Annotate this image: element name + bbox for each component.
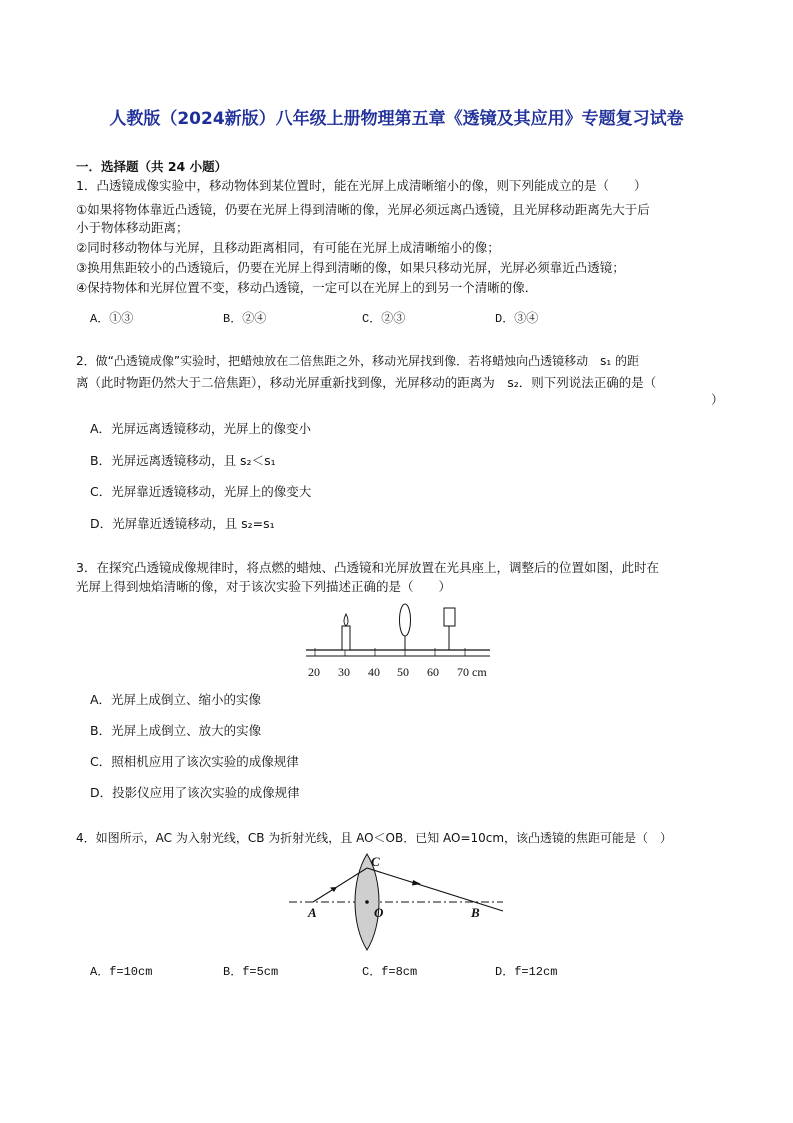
ruler-label-70: 70 bbox=[457, 665, 469, 679]
q2-stem-line1: 2．做“凸透镜成像”实验时，把蜡烛放在二倍焦距之外，移动光屏找到像．若将蜡烛向凸透镜移动 s₁ 的距 bbox=[76, 354, 639, 368]
q1-statement-4: ④保持物体和光屏位置不变，移动凸透镜，一定可以在光屏上的到另一个清晰的像． bbox=[76, 280, 538, 295]
q2-option-b[interactable]: B．光屏远离透镜移动，且 s₂＜s₁ bbox=[90, 453, 276, 468]
q1-statement-1a: ①如果将物体靠近凸透镜，仍要在光屏上得到清晰的像，光屏必须远离凸透镜，且光屏移动距离先大于后 bbox=[76, 202, 650, 217]
label-o: O bbox=[374, 905, 384, 920]
refracted-ray bbox=[367, 868, 503, 911]
ruler-label-60: 60 bbox=[427, 665, 439, 679]
q1-option-b[interactable]: B．②④ bbox=[223, 312, 267, 326]
ruler-unit: cm bbox=[472, 665, 487, 679]
section-heading: 一．选择题（共 24 小题） bbox=[76, 159, 228, 174]
ruler-label-40: 40 bbox=[368, 665, 380, 679]
candle-body bbox=[342, 626, 350, 650]
label-b: B bbox=[471, 905, 480, 920]
label-c: C bbox=[371, 854, 380, 869]
q1-option-d[interactable]: D．③④ bbox=[495, 312, 539, 326]
refraction-figure bbox=[285, 850, 510, 952]
q2-stem-line3: ） bbox=[711, 392, 724, 407]
q3-option-a[interactable]: A．光屏上成倒立、缩小的实像 bbox=[90, 692, 262, 707]
optical-bench-figure bbox=[300, 600, 500, 682]
ruler-label-30: 30 bbox=[338, 665, 350, 679]
ruler-label-20: 20 bbox=[308, 665, 320, 679]
q3-option-b[interactable]: B．光屏上成倒立、放大的实像 bbox=[90, 723, 262, 738]
light-screen bbox=[444, 608, 455, 626]
q4-option-a[interactable]: A．f=10cm bbox=[90, 965, 153, 979]
q4-option-d[interactable]: D．f=12cm bbox=[495, 965, 558, 979]
q1-statement-1b: 小于物体移动距离； bbox=[76, 220, 189, 235]
convex-lens bbox=[400, 604, 411, 636]
q1-statement-2: ②同时移动物体与光屏，且移动距离相同，有可能在光屏上成清晰缩小的像； bbox=[76, 240, 500, 255]
candle-flame bbox=[344, 614, 348, 626]
q1-option-c[interactable]: C．②③ bbox=[362, 312, 406, 326]
q2-option-a[interactable]: A．光屏远离透镜移动，光屏上的像变小 bbox=[90, 421, 312, 436]
q4-option-b[interactable]: B．f=5cm bbox=[223, 965, 279, 979]
page-title: 人教版（2024新版）八年级上册物理第五章《透镜及其应用》专题复习试卷 bbox=[109, 109, 684, 129]
q3-stem-line1: 3．在探究凸透镜成像规律时，将点燃的蜡烛、凸透镜和光屏放置在光具座上，调整后的位置如图，此时在 bbox=[76, 560, 659, 575]
q1-statement-3: ③换用焦距较小的凸透镜后，仍要在光屏上得到清晰的像，如果只移动光屏，光屏必须靠近凸透镜； bbox=[76, 260, 625, 275]
q2-stem-line2: 离（此时物距仍然大于二倍焦距），移动光屏重新找到像，光屏移动的距离为 s₂．则下列说法正确的是（ bbox=[76, 375, 657, 390]
q3-option-d[interactable]: D．投影仪应用了该次实验的成像规律 bbox=[90, 785, 300, 800]
q3-stem-line2: 光屏上得到烛焰清晰的像，对于该次实验下列描述正确的是（ ） bbox=[76, 579, 452, 594]
q2-option-d[interactable]: D．光屏靠近透镜移动，且 s₂=s₁ bbox=[90, 516, 275, 531]
q1-stem: 1．凸透镜成像实验中，移动物体到某位置时，能在光屏上成清晰缩小的像，则下列能成立的是（ ） bbox=[76, 178, 647, 193]
q2-option-c[interactable]: C．光屏靠近透镜移动，光屏上的像变大 bbox=[90, 484, 312, 499]
q4-option-c[interactable]: C．f=8cm bbox=[362, 965, 418, 979]
q3-option-c[interactable]: C．照相机应用了该次实验的成像规律 bbox=[90, 754, 299, 769]
label-a: A bbox=[308, 905, 317, 920]
q4-stem: 4．如图所示，AC 为入射光线，CB 为折射光线，且 AO＜OB．已知 AO=10cm，该凸透镜的焦距可能是（ ） bbox=[76, 831, 673, 845]
ruler-label-50: 50 bbox=[397, 665, 409, 679]
q1-option-a[interactable]: A．①③ bbox=[90, 312, 134, 326]
